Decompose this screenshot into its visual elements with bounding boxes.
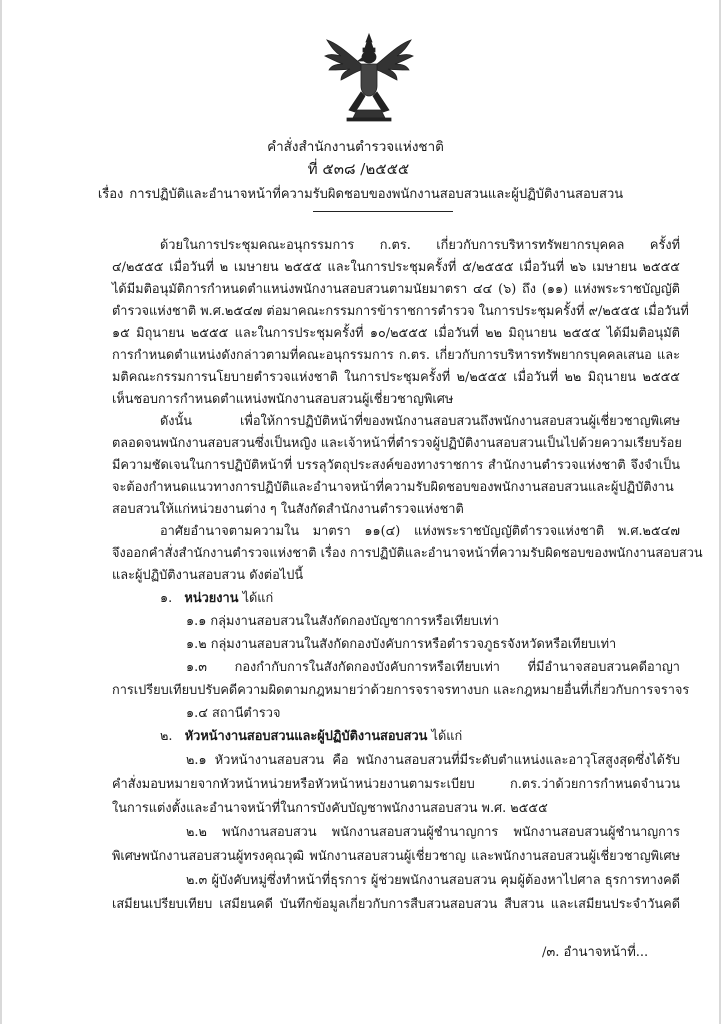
- list-item-continuation: ในการแต่งตั้งและอำนาจหน้าที่ในการบังคับบัญชาพนักงานสอบสวน พ.ศ. ๒๕๕๕: [112, 801, 548, 816]
- body-line: ด้วยในการประชุมคณะอนุกรรมการ ก.ตร. เกี่ยวกับการบริหารทรัพยากรบุคคล ครั้งที่: [160, 238, 680, 253]
- section-suffix: ได้แก่: [242, 591, 274, 606]
- section-number: ๒.: [160, 729, 173, 744]
- list-item: ๑.๑ กลุ่มงานสอบสวนในสังกัดกองบัญชาการหรือเทียบเท่า: [186, 614, 499, 629]
- body-line: สอบสวนให้แก่หน่วยงานต่าง ๆ ในสังกัดสำนักงานตำรวจแห่งชาติ: [112, 502, 464, 517]
- body-line: จึงออกคำสั่งสำนักงานตำรวจแห่งชาติ เรื่อง การปฏิบัติและอำนาจหน้าที่ความรับผิดชอบของพนักงานสอบสวน: [112, 546, 703, 561]
- section-title: หัวหน้างานสอบสวนและผู้ปฏิบัติงานสอบสวน: [184, 729, 428, 744]
- body-line: อาศัยอำนาจตามความใน มาตรา ๑๑(๔) แห่งพระราชบัญญัติตำรวจแห่งชาติ พ.ศ.๒๕๔๗: [160, 524, 680, 539]
- body-line: จะต้องกำหนดแนวทางการปฏิบัติและอำนาจหน้าที่ความรับผิดชอบของพนักงานสอบสวนและผู้ปฏิบัติงาน: [112, 480, 674, 495]
- subject-label: เรื่อง: [97, 187, 124, 202]
- body-line: ได้มีมติอนุมัติการกำหนดตำแหน่งพนักงานสอบสวนตามนัยมาตรา ๔๔ (๖) ถึง (๑๑) แห่งพระราชบัญญัติ: [112, 282, 680, 297]
- section-heading: [160, 729, 462, 745]
- list-item: ๒.๑ หัวหน้างานสอบสวน คือ พนักงานสอบสวนที่มีระดับตำแหน่งและอาวุโสสูงสุดซึ่งได้รับ: [186, 753, 680, 768]
- body-line: ๔/๒๕๕๕ เมื่อวันที่ ๒ เมษายน ๒๕๕๕ และในการประชุมครั้งที่ ๕/๒๕๕๕ เมื่อวันที่ ๒๖ เมษายน ๒๕๕๕: [112, 260, 680, 275]
- list-item-continuation: เสมียนเปรียบเทียบ เสมียนคดี บันทึกข้อมูลเกี่ยวกับการสืบสวนสอบสวน สืบสวน และเสมียนประจำวันคดี: [112, 897, 680, 912]
- order-number: ที่ ๕๓๘ /๒๕๕๕: [307, 160, 410, 178]
- list-item: ๑.๒ กลุ่มงานสอบสวนในสังกัดกองบังคับการหรือตำรวจภูธรจังหวัดหรือเทียบเท่า: [186, 637, 617, 652]
- body-line: ตำรวจแห่งชาติ พ.ศ.๒๕๔๗ ต่อมาคณะกรรมการข้าราชการตำรวจ ในการประชุมครั้งที่ ๙/๒๕๕๕ เมื่อวันที่: [112, 304, 689, 319]
- list-item-continuation: พิเศษพนักงานสอบสวนผู้ทรงคุณวุฒิ พนักงานสอบสวนผู้เชี่ยวชาญ และพนักงานสอบสวนผู้เชี่ยวชาญพิเศษ: [112, 849, 680, 864]
- list-item-continuation: การเปรียบเทียบปรับคดีความผิดตามกฎหมายว่าด้วยการจราจรทางบก และกฎหมายอื่นที่เกี่ยวกับการจราจร: [112, 683, 690, 698]
- list-item-continuation: คำสั่งมอบหมายจากหัวหน้าหน่วยหรือหัวหน้าหน่วยงานตามระเบียบ ก.ตร.ว่าด้วยการกำหนดจำนวน: [112, 777, 680, 792]
- section-heading: [160, 591, 273, 607]
- list-item: ๑.๔ สถานีตำรวจ: [186, 706, 281, 721]
- divider-rule: [313, 211, 453, 212]
- body-line: การกำหนดตำแหน่งดังกล่าวตามที่คณะอนุกรรมการ ก.ตร. เกี่ยวกับการบริหารทรัพยากรบุคคลเสนอ และ: [112, 348, 680, 363]
- document-page: [2, 0, 719, 1024]
- section-title: หน่วยงาน: [184, 591, 239, 606]
- list-item: ๒.๒ พนักงานสอบสวน พนักงานสอบสวนผู้ชำนาญการ พนักงานสอบสวนผู้ชำนาญการ: [186, 825, 680, 840]
- garuda-emblem-icon: [323, 32, 415, 124]
- body-line: มติคณะกรรมการนโยบายตำรวจแห่งชาติ ในการประชุมครั้งที่ ๒/๒๕๕๕ เมื่อวันที่ ๒๒ มิถุนายน ๒๕๕๕: [112, 370, 680, 385]
- section-suffix: ได้แก่: [431, 729, 463, 744]
- body-line: เห็นชอบการกำหนดตำแหน่งพนักงานสอบสวนผู้เชี่ยวชาญพิเศษ: [112, 392, 454, 407]
- issuer-name: คำสั่งสำนักงานตำรวจแห่งชาติ: [267, 139, 444, 155]
- body-line: ๑๕ มิถุนายน ๒๕๕๕ และในการประชุมครั้งที่ ๑๐/๒๕๕๕ เมื่อวันที่ ๒๒ มิถุนายน ๒๕๕๕ ได้มีมติอนุมัติ: [112, 326, 680, 341]
- body-line: ตลอดจนพนักงานสอบสวนซึ่งเป็นหญิง และเจ้าหน้าที่ตำรวจผู้ปฏิบัติงานสอบสวนเป็นไปด้วยความเรียบร้อย: [112, 436, 682, 451]
- body-line: และผู้ปฏิบัติงานสอบสวน ดังต่อไปนี้: [112, 568, 304, 583]
- list-item: ๑.๓ กองกำกับการในสังกัดกองบังคับการหรือเทียบเท่า ที่มีอำนาจสอบสวนคดีอาญา: [186, 660, 680, 675]
- section-number: ๑.: [160, 591, 173, 606]
- body-line: ดังนั้น เพื่อให้การปฏิบัติหน้าที่ของพนักงานสอบสวนถึงพนักงานสอบสวนผู้เชี่ยวชาญพิเศษ: [160, 414, 680, 429]
- body-line: มีความชัดเจนในการปฏิบัติหน้าที่ บรรลุวัตถุประสงค์ของทางราชการ สำนักงานตำรวจแห่งชาติ จึงจำเป็น: [112, 458, 680, 473]
- continuation-note: /๓. อำนาจหน้าที่...: [542, 945, 649, 960]
- list-item: ๒.๓ ผู้บังคับหมู่ซึ่งทำหน้าที่ธุรการ ผู้ช่วยพนักงานสอบสวน คุมผู้ต้องหาไปศาล ธุรการทางคดี: [186, 873, 680, 888]
- subject-text: การปฏิบัติและอำนาจหน้าที่ความรับผิดชอบของพนักงานสอบสวนและผู้ปฏิบัติงานสอบสวน: [129, 187, 624, 202]
- subject-line: [2, 183, 719, 204]
